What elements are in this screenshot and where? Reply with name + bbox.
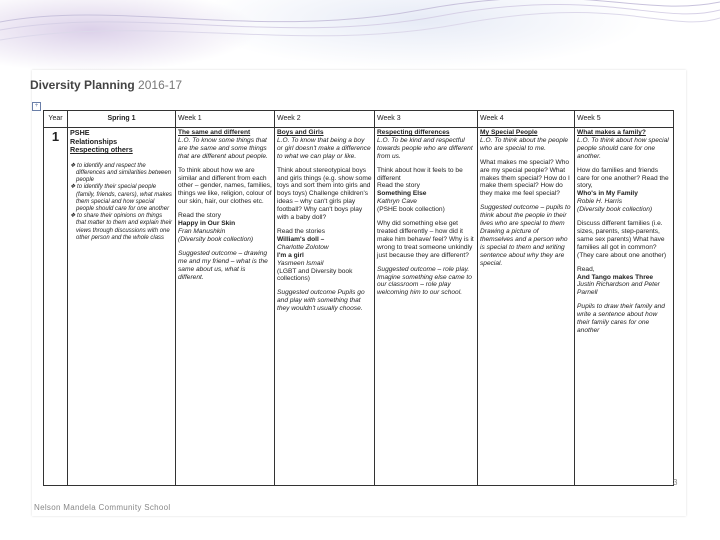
week-3-cell <box>375 128 478 486</box>
spring-heading-3: Respecting others <box>70 145 133 155</box>
week-3-p3: Suggested outcome – role play. Imagine something else came to our classroom – role play welcoming him to our school. <box>377 265 472 297</box>
week-3-p2: Why did something else get treated differently – how did it make him behave/ feel? Why is it wrong to treat someone unkindly just because they are different? <box>377 220 474 259</box>
week-1-p2a: Read the story <box>178 212 221 220</box>
spring-cell <box>68 128 176 486</box>
week-2-cell <box>275 128 375 486</box>
week-3-p1a: Think about how it feels to be different <box>377 166 463 182</box>
header-week-5: Week 5 <box>575 111 674 128</box>
week-5-cell <box>575 128 674 486</box>
week-1-cell <box>176 128 275 486</box>
week-5-title: What makes a family? <box>577 129 646 136</box>
header-year: Year <box>44 111 68 128</box>
week-4-p1: What makes me special? Who are my special people? What makes them special? How do I make them special? How do they make me feel special? <box>480 158 570 198</box>
week-4-title: My Special People <box>480 129 538 136</box>
week-3-p1b: Read the story <box>377 182 420 190</box>
week-5-p2: Discuss different families (i.e. sizes, parents, step-parents, same sex parents) What have families all got in common? (They care about one another) <box>577 220 667 259</box>
header-week-3: Week 3 <box>375 111 478 128</box>
week-2-p2f: (LGBT and Diversity book collections) <box>277 267 353 283</box>
spring-heading-2: Relationships <box>70 136 118 146</box>
week-1-p2b: Happy in Our Skin <box>178 220 236 228</box>
week-3-p1e: (PSHE book collection) <box>377 206 445 214</box>
week-5-p4: Pupils to draw their family and write a sentence about how their family cares for one another <box>577 303 665 334</box>
document-title <box>30 78 182 92</box>
week-4-p2: Suggested outcome – pupils to think about the people in their lives who are special to them Drawing a picture of themselves and a person who is special to them and writing sentence about why they are special. <box>480 204 571 267</box>
table-row <box>44 128 674 486</box>
diversity-planning-table <box>43 110 674 486</box>
week-5-p3b: And Tango makes Three <box>577 273 654 281</box>
week-5-p1a: How do families and friends care for one another? Read the story, <box>577 166 669 190</box>
title-year: 2016-17 <box>138 78 183 92</box>
header-week-1: Week 1 <box>176 111 275 128</box>
week-5-p1c: Robie H. Harris <box>577 198 623 206</box>
footer-school-name: Nelson Mandela Community School <box>34 503 171 512</box>
title-bold: Diversity Planning <box>30 78 135 92</box>
list-item: ❖ to identify their special people (family, friends, carers), what makes them special and how special people should care for one another <box>70 184 172 213</box>
week-2-p2e: Yasmeen Ismail <box>277 259 324 267</box>
week-2-p2b: William's doll – <box>277 235 325 243</box>
week-4-lo: L.O. To think about the people who are special to me. <box>480 136 569 152</box>
spring-heading-1: PSHE <box>70 128 90 137</box>
bullet-text: to identify their special people (family, friends, carers), what makes them special and how special people should care for one another <box>76 184 172 213</box>
week-5-p1b: Who's in My Family <box>577 190 638 198</box>
week-3-p1c: Something Else <box>377 190 427 198</box>
header-spring: Spring 1 <box>68 111 176 128</box>
header-week-2: Week 2 <box>275 111 375 128</box>
week-2-p2c: Charlotte Zolotow <box>277 243 329 251</box>
table-move-handle-icon[interactable]: + <box>32 102 41 111</box>
list-item: ❖ to identify and respect the differences and similarities between people <box>70 162 172 184</box>
week-2-title: Boys and Girls <box>277 129 324 136</box>
week-4-cell <box>478 128 575 486</box>
header-week-4: Week 4 <box>478 111 575 128</box>
week-2-p3: Suggested outcome Pupils go and play with something that they wouldn't usually choose. <box>277 289 365 313</box>
header-row <box>44 111 674 128</box>
week-3-title: Respecting differences <box>377 129 450 136</box>
week-3-p1d: Kathryn Cave <box>377 198 417 206</box>
week-1-p2c: Fran Manushkin <box>178 227 226 235</box>
bullet-text: to share their opinions on things that matter to them and explain their views through discussions with one other person and the whole class <box>76 213 173 241</box>
bullet-text: to identify and respect the differences and similarities between people <box>76 162 172 184</box>
week-5-p1d: (Diversity book collection) <box>577 206 653 214</box>
week-1-p1: To think about how we are similar and different from each other – gender, names, families, things we like, religion, colour of our skin, hair, our clothes etc. <box>178 166 272 206</box>
week-1-lo: L.O. To know some things that are the same and some things that are different about people. <box>178 136 268 160</box>
week-3-lo: L.O. To be kind and respectful towards people who are different from us. <box>377 136 473 160</box>
list-item: ❖ to share their opinions on things that matter to them and explain their views through discussions with one other person and the whole class <box>70 213 173 241</box>
week-2-p1: Think about stereotypical boys and girls things (e.g. show some toys and sort them into girls and boys toys) Challenge children's ideas – why can't girls play football? Why can't boys play with a baby doll? <box>277 166 372 222</box>
week-5-lo: L.O. To think about how special people should care for one another. <box>577 136 669 160</box>
decorative-swirl <box>0 0 720 70</box>
week-1-p3: Suggested outcome – drawing me and my friend – what is the same about us, what is different. <box>178 249 268 281</box>
week-5-p3a: Read, <box>577 265 595 273</box>
page-number: 3 <box>673 478 678 487</box>
week-1-title: The same and different <box>178 129 251 136</box>
week-2-lo: L.O. To know that being a boy or girl doesn't make a difference to what we can play or like. <box>277 136 371 160</box>
week-2-p2a: Read the stories <box>277 227 326 235</box>
year-cell: 1 <box>44 128 68 486</box>
week-1-p2d: (Diversity book collection) <box>178 235 254 243</box>
week-5-p3c: Justin Richardson and Peter Parnell <box>577 281 660 297</box>
week-2-p2d: I'm a girl <box>277 251 304 259</box>
